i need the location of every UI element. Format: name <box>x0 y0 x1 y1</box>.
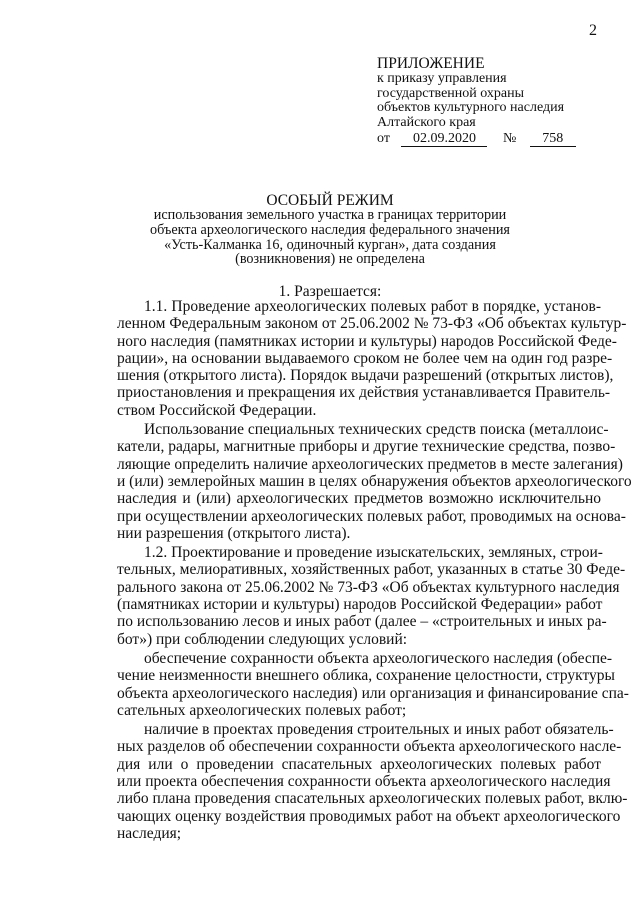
text-line: дия или о проведении спасательных археологических полевых работ <box>117 755 601 773</box>
text-line: и (или) землеройных машин в целях обнаружения объектов археологического <box>117 472 632 490</box>
text-line: при осуществлении археологических полевых работ, проводимых на основа- <box>117 507 626 525</box>
text-line: наследия и (или) археологических предметов возможно исключительно <box>117 490 601 508</box>
paragraph <box>117 298 627 419</box>
text-line: нии разрешения (открытого листа). <box>117 524 351 542</box>
text-line: ством Российской Федерации. <box>117 401 317 419</box>
document-body <box>117 298 632 844</box>
text-line: чающих оценку воздействия проводимых работ на объект археологического <box>117 807 621 825</box>
appendix-block <box>377 55 617 147</box>
text-line: либо плана проведения спасательных археологических полевых работ, вклю- <box>117 790 628 808</box>
text-line: наследия; <box>117 824 182 842</box>
text-line: ляющие определить наличие археологических предметов в месте залегания) <box>117 455 623 473</box>
order-date: 02.09.2020 <box>401 131 487 147</box>
appendix-heading: ПРИЛОЖЕНИЕ <box>377 55 485 72</box>
text-line: тельных, мелиоративных, хозяйственных работ, указанных в статье 30 Феде- <box>117 561 626 579</box>
text-line: ного наследия (памятниках истории и культуры) народов Российской Феде- <box>117 332 617 350</box>
subtitle-line: «Усть-Калманка 16, одиночный курган», дата создания <box>164 236 496 253</box>
text-line: сательных археологических полевых работ; <box>117 701 407 719</box>
text-line: объекта археологического наследия) или организация и финансирование спа- <box>117 684 629 702</box>
paragraph <box>117 721 628 842</box>
text-line: рального закона от 25.06.2002 № 73-ФЗ «Об объектах культурного наследия <box>117 578 620 596</box>
text-line: 1.1. Проведение археологических полевых работ в порядке, установ- <box>144 298 601 315</box>
document-subtitle <box>120 208 540 267</box>
text-line: катели, радары, магнитные приборы и другие технические средства, позво- <box>117 438 616 456</box>
order-reference <box>377 131 617 147</box>
text-line: наличие в проектах проведения строительных и иных работ обязатель- <box>144 721 614 739</box>
text-line: или проекта обеспечения сохранности объекта археологического наследия <box>117 773 611 791</box>
text-line: Использование специальных технических средств поиска (металлоис- <box>144 421 609 439</box>
paragraph <box>117 544 626 648</box>
text-line: шения (открытого листа). Порядок выдачи разрешений (открытых листов), <box>117 367 614 385</box>
subtitle-line: (возникновения) не определена <box>235 251 425 268</box>
text-line: (памятниках истории и культуры) народов Российской Федерации» работ <box>117 596 603 614</box>
text-line: по использованию лесов и иных работ (далее – «строительных и иных ра- <box>117 613 607 631</box>
text-line: бот») при соблюдении следующих условий: <box>117 630 408 648</box>
subtitle-line: использования земельного участка в границах территории <box>153 207 507 223</box>
section-heading: 1. Разрешается: <box>278 283 382 300</box>
text-line: 1.2. Проектирование и проведение изыскательских, земляных, строи- <box>144 544 603 562</box>
order-number: 758 <box>530 131 576 147</box>
text-line: обеспечение сохранности объекта археологического наследия (обеспе- <box>144 649 613 667</box>
text-line: рации», на основании выдаваемого сроком не более чем на один год разре- <box>117 349 613 367</box>
document-title: ОСОБЫЙ РЕЖИМ <box>266 192 394 209</box>
page-number: 2 <box>589 22 597 39</box>
text-line: ленном Федеральным законом от 25.06.2002 № 73-ФЗ «Об объектах культур- <box>117 315 627 333</box>
text-line: приостановления и прекращения их действия устанавливается Правитель- <box>117 384 611 402</box>
order-date-prefix: от <box>377 131 390 147</box>
appendix-line: объектов культурного наследия <box>377 100 565 116</box>
text-line: чение неизменности внешнего облика, сохранение целостности, структуры <box>117 667 615 685</box>
paragraph <box>117 421 632 542</box>
subtitle-line: объекта археологического наследия федерального значения <box>150 221 510 238</box>
appendix-line: к приказу управления <box>377 71 507 86</box>
paragraph <box>117 649 629 719</box>
appendix-line: Алтайского края <box>377 114 476 130</box>
text-line: ных разделов об обеспечении сохранности объекта археологического насле- <box>117 738 622 756</box>
order-number-sign: № <box>502 131 517 147</box>
appendix-line: государственной охраны <box>377 85 525 101</box>
